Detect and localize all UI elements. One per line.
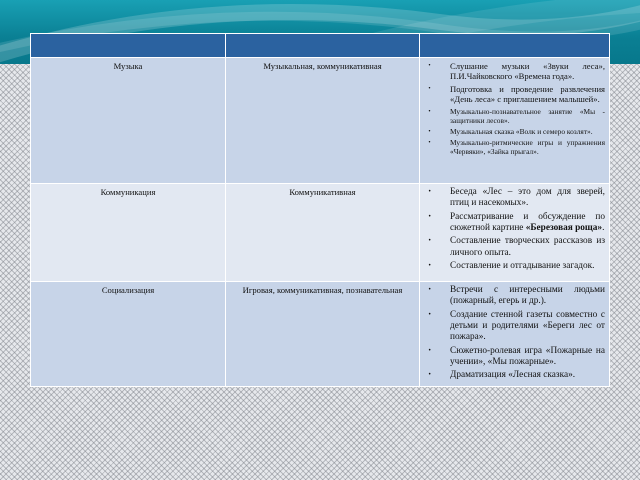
painting-title: «Березовая роща» xyxy=(525,222,603,233)
educational-areas-table xyxy=(30,33,610,387)
activity-cell: Музыкальная, коммуникативная xyxy=(226,58,420,184)
activity-cell: Коммуникативная xyxy=(226,184,420,282)
table-header-row xyxy=(31,34,610,58)
list-item: · Беседа «Лес – это дом для зверей, птиц и насекомых». xyxy=(428,187,605,210)
list-item: · Слушание музыки «Звуки леса», П.И.Чайковского «Времена года». xyxy=(428,61,605,82)
list-item: · Создание стенной газеты совместно с детьми и родителями «Береги лес от пожара». xyxy=(428,310,605,344)
list-item: · Музыкально-ритмические игры и упражнения «Червяки», «Зайка прыгал». xyxy=(428,138,605,156)
area-cell: Социализация xyxy=(31,282,226,387)
list-item-text: Рассматривание и обсуждение по сюжетной картине xyxy=(450,211,605,233)
list-item: · Музыкально-познавательное занятие «Мы - защитники лесов». xyxy=(428,107,605,125)
list-item: · Встречи с интересными людьми (пожарный, егерь и др.). xyxy=(428,285,605,308)
table-row xyxy=(31,58,610,184)
area-cell: Музыка xyxy=(31,58,226,184)
list-item: · Сюжетно-ролевая игра «Пожарные на учении», «Мы пожарные». xyxy=(428,346,605,369)
list-item: · Составление творческих рассказов из личного опыта. xyxy=(428,236,605,259)
header-cell-3 xyxy=(420,34,610,58)
list-item: · Подготовка и проведение развлечения «День леса» с приглашением малышей». xyxy=(428,84,605,105)
area-cell: Коммуникация xyxy=(31,184,226,282)
table-row xyxy=(31,184,610,282)
forms-list xyxy=(428,61,605,156)
list-item: · Драматизация «Лесная сказка». xyxy=(428,370,605,381)
list-item: · Музыкальная сказка «Волк и семеро козлят». xyxy=(428,127,605,136)
forms-cell xyxy=(420,184,610,282)
forms-cell xyxy=(420,282,610,387)
forms-cell xyxy=(420,58,610,184)
list-item: · Составление и отгадывание загадок. xyxy=(428,261,605,272)
forms-list xyxy=(428,187,605,272)
list-item-text: . xyxy=(602,222,605,233)
header-cell-2 xyxy=(226,34,420,58)
header-cell-1 xyxy=(31,34,226,58)
table-row xyxy=(31,282,610,387)
activity-cell: Игровая, коммуникативная, познавательная xyxy=(226,282,420,387)
forms-list xyxy=(428,285,605,382)
list-item xyxy=(428,212,605,235)
